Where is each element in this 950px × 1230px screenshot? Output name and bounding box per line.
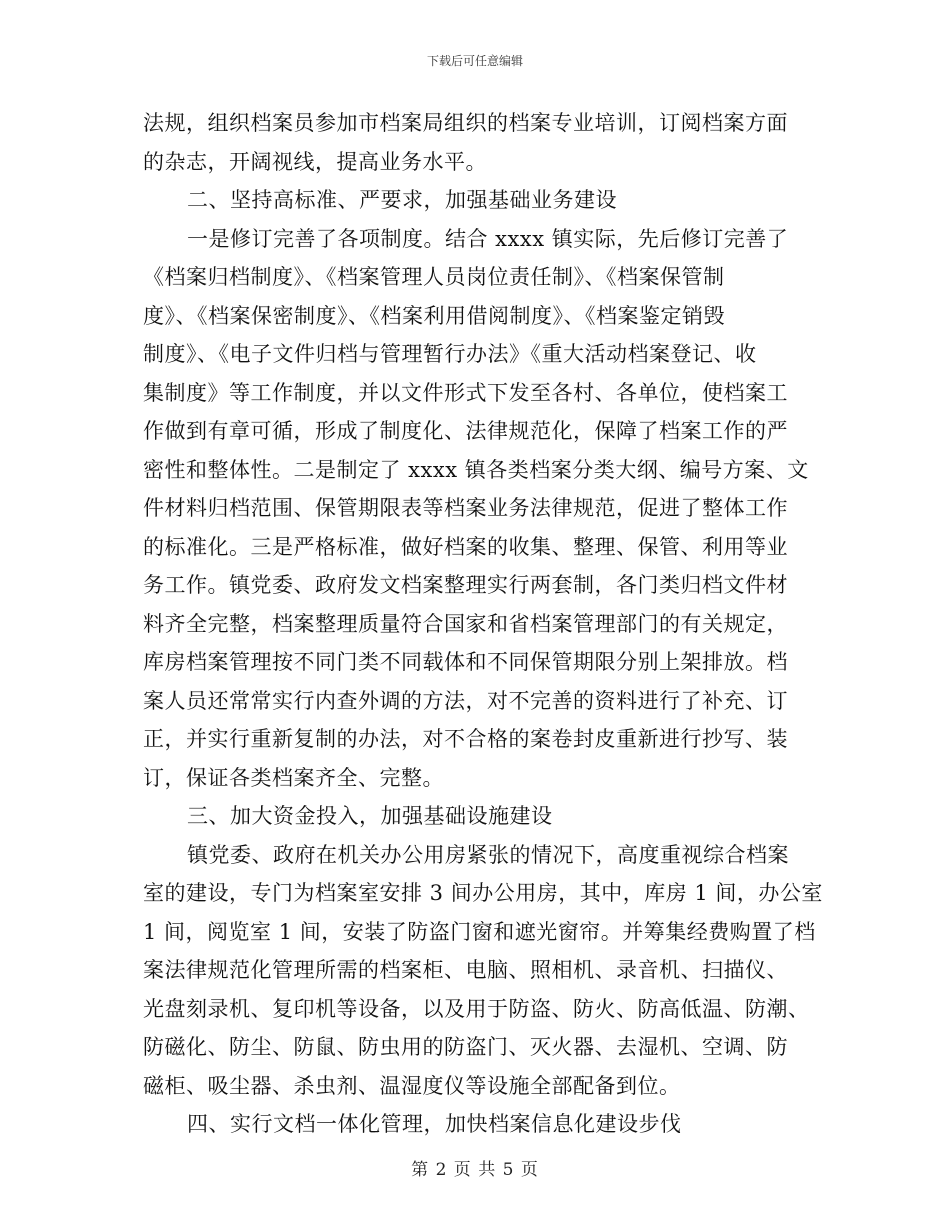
text-line: 镇党委、政府在机关办公用房紧张的情况下，高度重视综合档案 xyxy=(187,842,789,867)
text-line: 度》、《档案保密制度》、《档案利用借阅制度》、《档案鉴定销毁 xyxy=(143,303,725,328)
text-line: 三、加大资金投入，加强基础设施建设 xyxy=(187,804,553,828)
text-line: 磁柜、吸尘器、杀虫剂、温湿度仪等设施全部配备到位。 xyxy=(143,1073,681,1098)
text-line: 室的建设，专门为档案室安排 3 间办公用房，其中，库房 1 间，办公室 xyxy=(143,881,823,905)
page-number: 第 2 页 共 5 页 xyxy=(411,1160,539,1180)
text-line: 一是修订完善了各项制度。结合 xxxx 镇实际，先后修订完善了 xyxy=(187,226,789,251)
text-line: 料齐全完整，档案整理质量符合国家和省档案管理部门的有关规定， xyxy=(143,611,788,636)
text-line: 案人员还常常实行内查外调的方法，对不完善的资料进行了补充、订 xyxy=(143,688,788,713)
document-body xyxy=(143,104,823,1144)
text-line: 1 间，阅览室 1 间，安装了防盗门窗和遮光窗帘。并筹集经费购置了档 xyxy=(143,919,816,944)
text-line: 集制度》等工作制度，并以文件形式下发至各村、各单位，使档案工 xyxy=(143,380,788,405)
text-line: 制度》、《电子文件归档与管理暂行办法》《重大活动档案登记、收 xyxy=(143,342,757,366)
text-line: 订，保证各类档案齐全、完整。 xyxy=(143,765,444,790)
text-line: 光盘刻录机、复印机等设备，以及用于防盗、防火、防高低温、防潮、 xyxy=(143,996,810,1021)
text-line: 务工作。镇党委、政府发文档案整理实行两套制，各门类归档文件材 xyxy=(143,573,788,597)
text-line: 正，并实行重新复制的办法，对不合格的案卷封皮重新进行抄写、装 xyxy=(143,727,788,751)
text-line: 作做到有章可循，形成了制度化、法律规范化，保障了档案工作的严 xyxy=(143,419,788,443)
text-line: 二、坚持高标准、严要求，加强基础业务建设 xyxy=(187,188,617,212)
text-line: 《档案归档制度》、《档案管理人员岗位责任制》、《档案保管制 xyxy=(143,265,725,289)
text-line: 防磁化、防尘、防鼠、防虫用的防盗门、灭火器、去湿机、空调、防 xyxy=(143,1035,788,1059)
text-line: 件材料归档范围、保管期限表等档案业务法律规范，促进了整体工作 xyxy=(143,496,788,520)
text-line: 库房档案管理按不同门类不同载体和不同保管期限分别上架排放。档 xyxy=(143,650,788,674)
text-line: 法规，组织档案员参加市档案局组织的档案专业培训，订阅档案方面 xyxy=(143,111,788,135)
text-line: 密性和整体性。二是制定了 xxxx 镇各类档案分类大纲、编号方案、文 xyxy=(143,457,809,482)
text-line: 四、实行文档一体化管理，加快档案信息化建设步伐 xyxy=(187,1112,682,1136)
text-line: 的杂志，开阔视线，提高业务水平。 xyxy=(143,149,487,174)
page-header: 下载后可任意编辑 xyxy=(426,54,523,68)
text-line: 的标准化。三是严格标准，做好档案的收集、整理、保管、利用等业 xyxy=(143,534,788,559)
text-line: 案法律规范化管理所需的档案柜、电脑、照相机、录音机、扫描仪、 xyxy=(143,958,788,982)
